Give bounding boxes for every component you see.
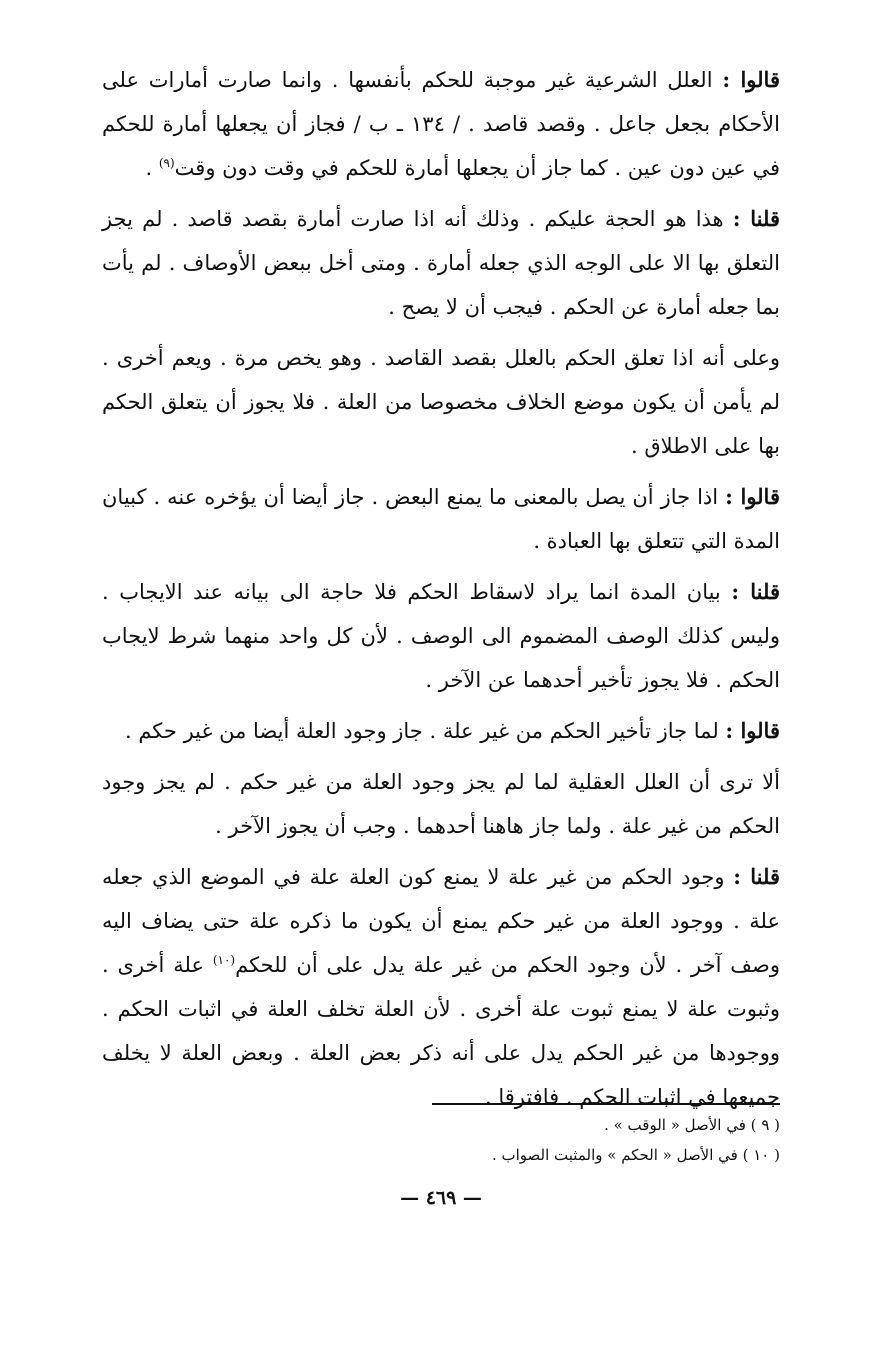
paragraph-text: هذا هو الحجة عليكم . وذلك أنه اذا صارت أمارة بقصد قاصد . لم يجز التعلق بها الا على الوجه الذي جعله أمارة . ومتى أخل ببعض الأوصاف . لم يأت بما جعله أمارة عن الحكم . فيجب أن لا يصح .: [102, 207, 780, 319]
paragraph-lead: قالوا :: [725, 484, 780, 509]
paragraph-8: [102, 855, 780, 1119]
paragraph-lead: قلنا :: [732, 206, 781, 231]
paragraph-text: اذا جاز أن يصل بالمعنى ما يمنع البعض . جاز أيضا أن يؤخره عنه . كبيان المدة التي تتعلق بها العبادة .: [102, 485, 780, 553]
footnote-ref-9[interactable]: (٩): [158, 156, 175, 170]
paragraph-lead: قالوا :: [722, 67, 780, 92]
paragraph-tail: .: [145, 156, 159, 180]
paragraph-lead: قلنا :: [731, 579, 780, 604]
paragraph-lead: قالوا :: [725, 718, 780, 743]
footnote-divider: [432, 1103, 780, 1105]
paragraph-text: وعلى أنه اذا تعلق الحكم بالعلل بقصد القاصد . وهو يخص مرة . ويعم أخرى . لم يأمن أن يكون موضع الخلاف مخصوصا من العلة . فلا يجوز أن يتعلق الحكم بها على الاطلاق .: [102, 346, 780, 458]
paragraph-text: العلل الشرعية غير موجبة للحكم بأنفسها . وانما صارت أمارات على الأحكام بجعل جاعل . وقصد قاصد . / ١٣٤ ـ ب / فجاز أن يجعلها أمارة للحكم في عين دون عين . كما جاز أن يجعلها أمارة للحكم في وقت دون وقت: [102, 68, 780, 180]
footnote-ref-10[interactable]: (١٠): [212, 953, 236, 967]
paragraph-text: ألا ترى أن العلل العقلية لما لم يجز وجود العلة من غير حكم . لم يجز وجود الحكم من غير علة . ولما جاز هاهنا أحدهما . وجب أن يجوز الآخر .: [102, 770, 780, 838]
paragraph-3: [102, 336, 780, 468]
paragraph-2: [102, 197, 780, 329]
paragraph-6: [102, 709, 780, 753]
footnote-9: ( ٩ ) في الأصل « الوقب » .: [604, 1116, 780, 1134]
paragraph-1: [102, 58, 780, 190]
footnote-10: ( ١٠ ) في الأصل « الحكم » والمثبت الصواب .: [491, 1146, 780, 1164]
paragraph-5: [102, 570, 780, 702]
paragraph-tail: علة أخرى . وثبوت علة لا يمنع ثبوت علة أخرى . لأن العلة تخلف العلة في اثبات الحكم . ووجودها من غير الحكم يدل على أنه ذكر بعض العلة . وبعض العلة لا يخلف جميعها في اثبات الحكم . فافترقا .: [102, 953, 780, 1109]
paragraph-text: لما جاز تأخير الحكم من غير علة . جاز وجود العلة أيضا من غير حكم .: [124, 719, 726, 743]
paragraph-text: وجود الحكم من غير علة لا يمنع كون العلة علة في الموضع الذي جعله علة . ووجود العلة من غير حكم يمنع أن يكون ما ذكره علة حتى يضاف اليه وصف آخر . لأن وجود الحكم من غير علة يدل على أن للحكم: [102, 865, 780, 977]
paragraph-4: [102, 475, 780, 563]
paragraph-7: [102, 760, 780, 848]
footnotes: [102, 1110, 780, 1170]
paragraph-text: بيان المدة انما يراد لاسقاط الحكم فلا حاجة الى بيانه عند الايجاب . وليس كذلك الوصف المضموم الى الوصف . لأن كل واحد منهما شرط لايجاب الحكم . فلا يجوز تأخير أحدهما عن الآخر .: [102, 580, 780, 692]
page-number: — ٤٦٩ —: [400, 1187, 482, 1209]
paragraph-lead: قلنا :: [733, 864, 780, 889]
page-body: [102, 58, 780, 1126]
